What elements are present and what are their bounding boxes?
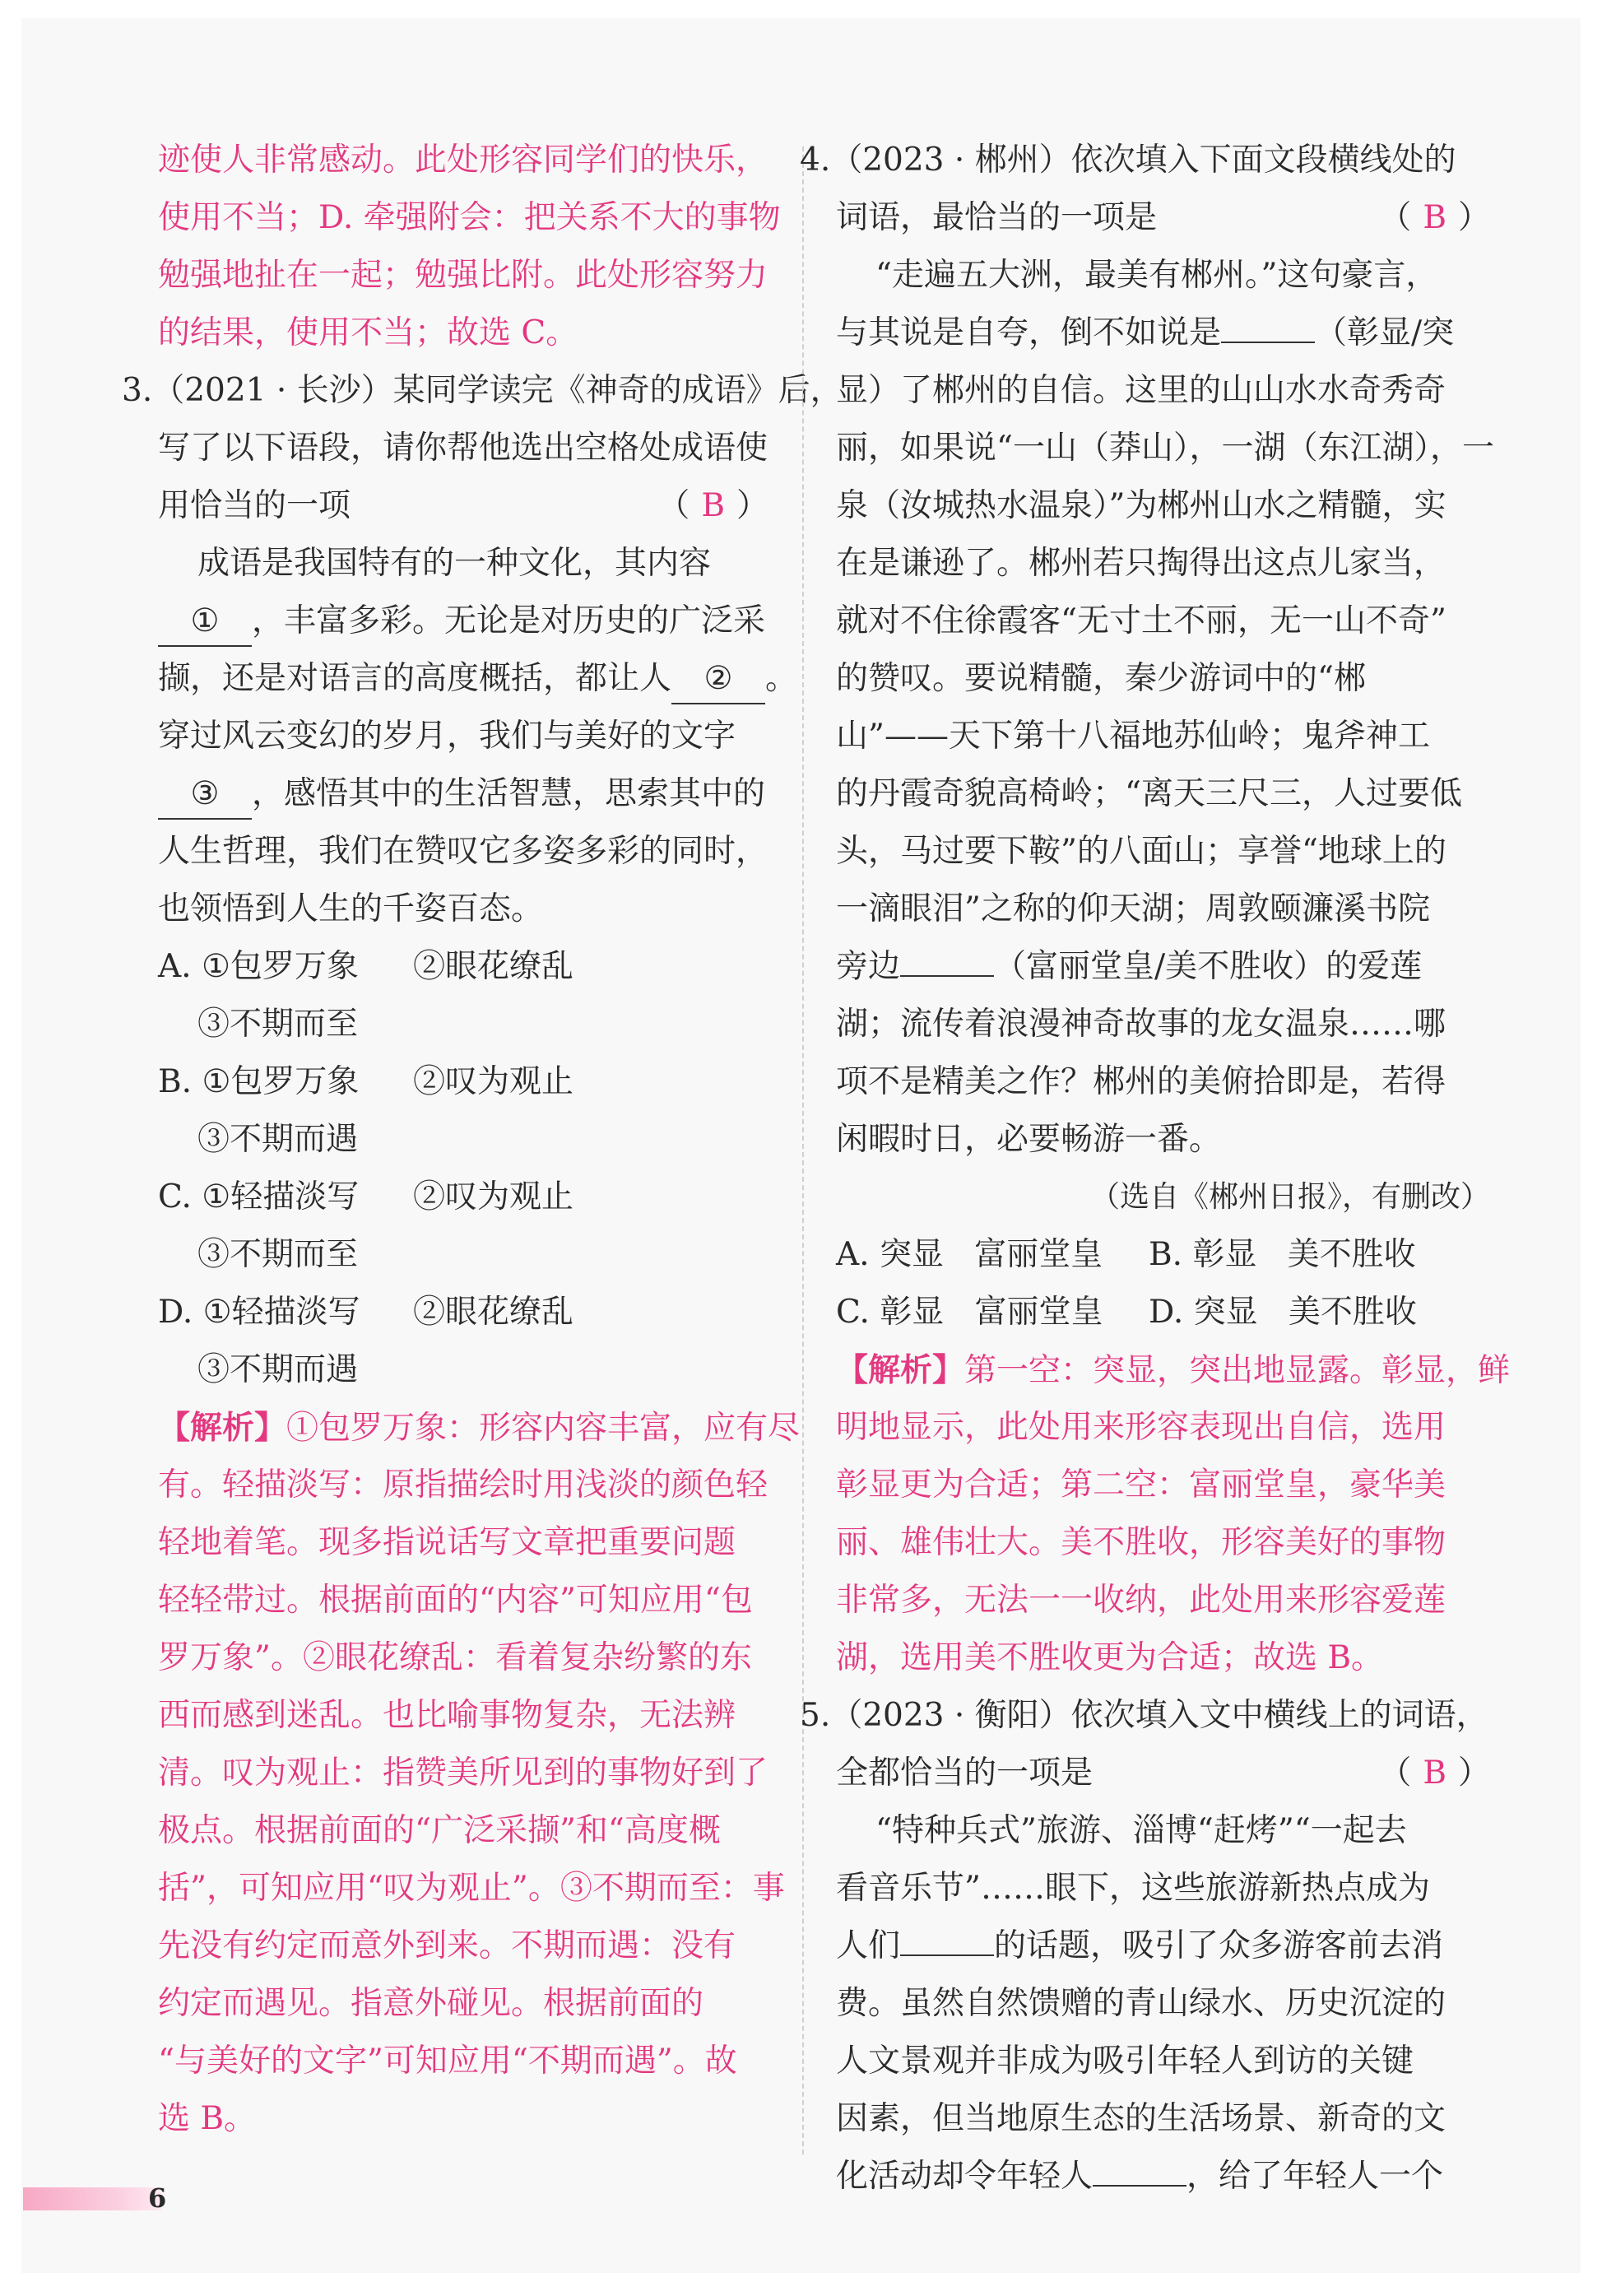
passage-line: 闲暇时日，必要畅游一番。 [836,1121,1222,1158]
analysis-label: 【解析】 [836,1351,965,1389]
analysis-first-line: 【解析】第一空：突显，突出地显露。彰显，鲜 [836,1341,1490,1399]
passage-line: 化活动却令年轻人 ，给了年轻人一个 [836,2158,1444,2195]
passage-line: 人生哲理，我们在赞叹它多姿多彩的同时， [158,833,768,870]
page-number: 6 [148,2182,167,2214]
analysis-continuation-line: 使用不当；D. 牵强附会：把关系不大的事物 [158,199,781,236]
analysis-line: 罗万象”。②眼花缭乱：看着复杂纷繁的东 [158,1639,752,1676]
passage-line: 费。虽然自然馈赠的青山绿水、历史沉淀的 [836,1985,1446,2022]
option-a-3: ③不期而至 [197,1006,359,1043]
question-4-answer-bracket: （ B ） [1379,199,1490,236]
question-3-stem: 3.（2021 · 长沙）某同学读完《神奇的成语》后， [122,372,843,409]
passage-line: 头，马过要下鞍”的八面山；享誉“地球上的 [836,833,1446,870]
passage-line: 在是谦逊了。郴州若只掏得出这点儿家当， [836,545,1446,582]
question-3-stem-last [158,477,768,535]
analysis-continuation-line: 迹使人非常感动。此处形容同学们的快乐， [158,142,768,179]
question-3-stem-text: 用恰当的一项 [158,487,351,524]
question-4-stem-last: 词语，最恰当的一项是 （ B ） [836,189,1490,247]
analysis-line: 约定而遇见。指意外碰见。根据前面的 [158,1985,704,2022]
passage-line: “走遍五大洲，最美有郴州。”这句豪言， [875,257,1438,294]
option-d-3: ③不期而遇 [197,1351,359,1388]
blank [1221,342,1315,343]
question-3-answer: B [701,487,725,524]
analysis-line: “与美好的文字”可知应用“不期而遇”。故 [158,2043,737,2080]
analysis-line: 有。轻描淡写：原指描绘时用浅淡的颜色轻 [158,1466,768,1504]
passage-line: 就对不住徐霞客“无寸土不丽，无一山不奇” [836,602,1446,639]
option-c: C. 彰显 富丽堂皇 [836,1294,1103,1331]
question-3-stem: 写了以下语段，请你帮他选出空格处成语使 [158,430,768,467]
option-row-ab [836,1226,1490,1284]
analysis-line: 选 B。 [158,2100,257,2137]
footer-decoration [23,2187,161,2210]
passage-line: ① ，丰富多彩。无论是对历史的广泛采 [158,593,768,650]
question-5-stem-last: 全都恰当的一项是 （ B ） [836,1745,1490,1802]
option-b: B. 彰显 美不胜收 [1149,1236,1416,1273]
passage-line: 山”——天下第十八福地苏仙岭；鬼斧神工 [836,718,1430,755]
passage-line: 因素，但当地原生态的生活场景、新奇的文 [836,2100,1446,2137]
analysis-continuation-line: 的结果，使用不当；故选 C。 [158,314,578,351]
option-c-3: ③不期而至 [197,1236,359,1273]
passage-line: 看音乐节”……眼下，这些旅游新热点成为 [836,1870,1430,1907]
option-a: A. 突显 富丽堂皇 [836,1236,1103,1273]
blank-1: ① [158,597,252,647]
option-d: D. ①轻描淡写 ②眼花缭乱 [158,1294,574,1331]
analysis-line: 丽、雄伟壮大。美不胜收，形容美好的事物 [836,1524,1446,1561]
passage-line: 人们 的话题，吸引了众多游客前去消 [836,1927,1444,1964]
passage-line: 显）了郴州的自信。这里的山山水水奇秀奇 [836,372,1446,409]
analysis-line: 湖，选用美不胜收更为合适；故选 B。 [836,1639,1384,1676]
question-5-stem: 5.（2023 · 衡阳）依次填入文中横线上的词语， [800,1697,1488,1734]
passage-line: 与其说是自夸，倒不如说是 （彰显/突 [836,314,1455,351]
analysis-line: 西而感到迷乱。也比喻事物复杂，无法辨 [158,1697,736,1734]
passage-line: ③ ，感悟其中的生活智慧，思索其中的 [158,765,768,823]
passage-line: 丽，如果说“一山（莽山），一湖（东江湖），一 [836,430,1494,467]
column-divider [802,146,804,2154]
question-5-answer: B [1423,1755,1446,1792]
source-citation: （选自《郴州日报》，有删改） [1089,1180,1490,1214]
question-5-answer-bracket: （ B ） [1379,1755,1490,1792]
passage-line: 湖；流传着浪漫神奇故事的龙女温泉……哪 [836,1006,1446,1043]
analysis-line: 括”，可知应用“叹为观止”。③不期而至：事 [158,1870,785,1907]
analysis-line: 明地显示，此处用来形容表现出自信，选用 [836,1409,1446,1446]
passage-line: 人文景观并非成为吸引年轻人到访的关键 [836,2043,1414,2080]
blank [1093,2185,1186,2187]
analysis-line: 轻地着笔。现多指说话写文章把重要问题 [158,1524,736,1561]
question-3-answer-bracket: （ B ） [657,487,768,524]
option-a: A. ①包罗万象 ②眼花缭乱 [158,948,574,985]
analysis-first-line: 【解析】①包罗万象：形容内容丰富，应有尽 [158,1399,768,1457]
analysis-line: 彰显更为合适；第二空：富丽堂皇，豪华美 [836,1466,1446,1504]
passage-line: 一滴眼泪”之称的仰天湖；周敦颐濂溪书院 [836,890,1430,927]
question-4-answer: B [1423,199,1446,236]
passage-line: 成语是我国特有的一种文化，其内容 [197,545,712,582]
analysis-line: 轻轻带过。根据前面的“内容”可知应用“包 [158,1582,753,1619]
passage-line: 的丹霞奇貌高椅岭；“离天三尺三，人过要低 [836,775,1462,812]
option-row-cd [836,1284,1490,1341]
passage-line: “特种兵式”旅游、淄博“赶烤”“一起去 [875,1812,1407,1849]
right-column [800,132,1511,2205]
blank [900,1954,994,1956]
passage-line: 旁边 （富丽堂皇/美不胜收）的爱莲 [836,948,1423,985]
left-column [122,132,843,2148]
passage-line: 穿过风云变幻的岁月，我们与美好的文字 [158,718,736,755]
analysis-line: 极点。根据前面的“广泛采撷”和“高度概 [158,1812,721,1849]
blank-2: ② [671,655,765,704]
question-4-stem: 4.（2023 · 郴州）依次填入下面文段横线处的 [800,142,1456,179]
blank [900,975,994,977]
passage-line: 撷，还是对语言的高度概括，都让人 ② 。 [158,650,768,708]
option-d: D. 突显 美不胜收 [1149,1294,1417,1331]
option-c: C. ①轻描淡写 ②叹为观止 [158,1178,574,1215]
passage-line: 的赞叹。要说精髓，秦少游词中的“郴 [836,660,1366,697]
passage-line: 泉（汝城热水温泉）”为郴州山水之精髓，实 [836,487,1446,524]
option-b: B. ①包罗万象 ②叹为观止 [158,1063,574,1100]
analysis-line: 清。叹为观止：指赞美所见到的事物好到了 [158,1755,768,1792]
blank-3: ③ [158,770,252,820]
analysis-continuation-line: 勉强地扯在一起；勉强比附。此处形容努力 [158,257,768,294]
passage-line: 项不是精美之作？郴州的美俯拾即是，若得 [836,1063,1446,1100]
analysis-line: 先没有约定而意外到来。不期而遇：没有 [158,1927,736,1964]
option-b-3: ③不期而遇 [197,1121,359,1158]
passage-line: 也领悟到人生的千姿百态。 [158,890,544,927]
analysis-label: 【解析】 [158,1409,287,1447]
analysis-line: 非常多，无法一一收纳，此处用来形容爱莲 [836,1582,1446,1619]
